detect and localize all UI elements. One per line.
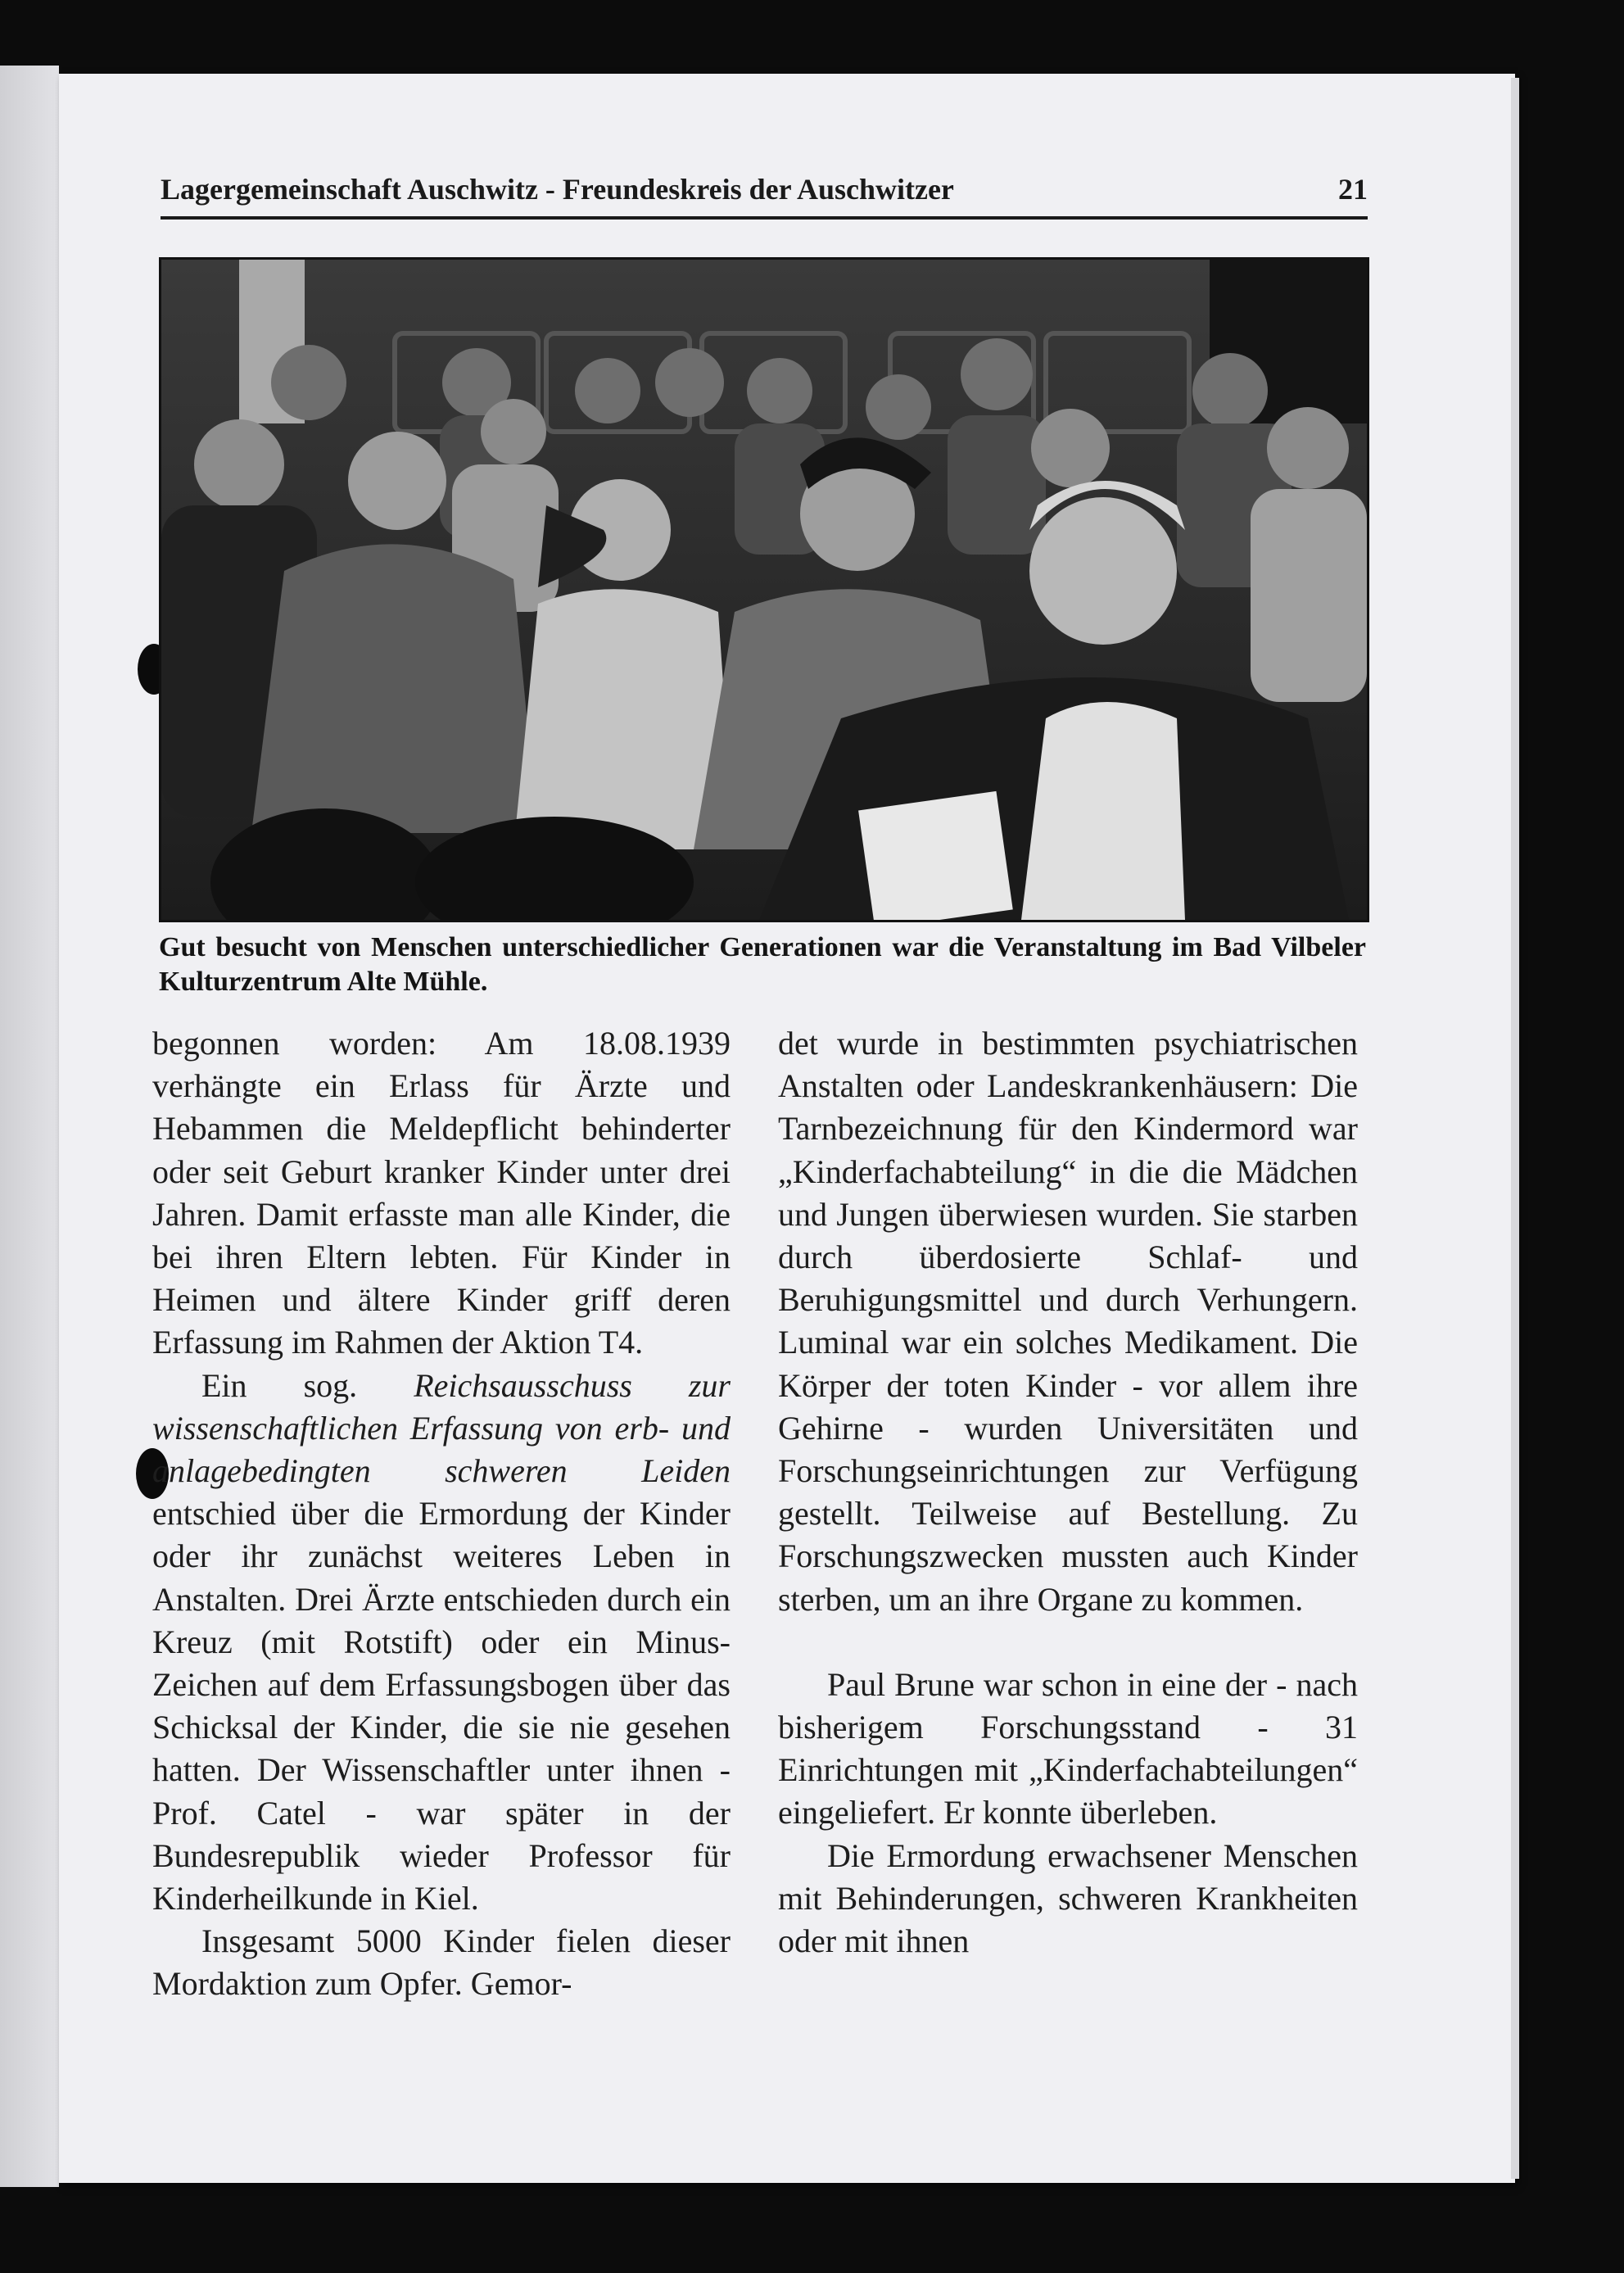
page-side-edge <box>1511 78 1519 2179</box>
left-paragraph-2 <box>152 1365 731 1921</box>
right-text-column <box>778 1022 1358 1963</box>
audience-photo <box>159 257 1369 922</box>
adjacent-page-edge <box>0 66 59 2187</box>
left-paragraph-3: Insgesamt 5000 Kinder fielen dieser Mordaktion zum Opfer. Gemor- <box>152 1922 731 2003</box>
page-number: 21 <box>1338 173 1368 206</box>
left-paragraph-2-start: Ein sog. <box>201 1366 414 1404</box>
left-paragraph-2-end: entschied über die Ermordung der Kinder oder ihr zunächst weiteres Leben in Anstalten. Drei Ärzte entschieden durch ein Kreuz (mit Rotstift) oder ein Minus-Zeichen auf dem Erfassungsbogen über das Schicksal der Kinder, die sie nie gesehen hatten. Der Wissenschaftler unter ihnen - Prof. Catel - war später in der Bundesrepublik wieder Professor für Kinderheilkunde in Kiel. <box>152 1495 731 1918</box>
publication-title: Lagergemeinschaft Auschwitz - Freundeskreis der Auschwitzer <box>161 173 954 206</box>
right-paragraph-3: Die Ermordung erwachsener Menschen mit Behinderungen, schweren Krankheiten oder mit ihnen <box>778 1836 1358 1960</box>
left-paragraph-1: begonnen worden: Am 18.08.1939 verhängte ein Erlass für Ärzte und Hebammen die Meldepflicht behinderter oder seit Geburt kranker Kinder unter drei Jahren. Damit erfasste man alle Kinder, die bei ihren Eltern lebten. Für Kinder in Heimen und ältere Kinder griff deren Erfassung im Rahmen der Aktion T4. <box>152 1025 731 1361</box>
running-header <box>161 169 1368 220</box>
photo-caption: Gut besucht von Menschen unterschiedlicher Generationen war die Veranstaltung im Bad Vilbeler Kulturzentrum Alte Mühle. <box>159 932 1366 997</box>
right-paragraph-1: det wurde in bestimmten psychiatrischen Anstalten oder Landeskrankenhäusern: Die Tarnbezeichnung für den Kindermord war „Kinderfachabteilung“ in die die Mädchen und Jungen überwiesen wurden. Sie starben durch überdosierte Schlaf- und Beruhigungsmittel und durch Verhungern. Luminal war ein solches Medikament. Die Körper der toten Kinder - vor allem ihre Gehirne - wurden Universitäten und Forschungseinrichtungen zur Verfügung gestellt. Teilweise auf Bestellung. Zu Forschungszwecken mussten auch Kinder sterben, um an ihre Organe zu kommen. <box>778 1025 1358 1618</box>
right-paragraph-2: Paul Brune war schon in eine der - nach bisherigem Forschungsstand - 31 Einrichtungen mit „Kinderfachabteilungen“ eingeliefert. Er konnte überleben. <box>778 1665 1358 1832</box>
left-text-column <box>152 1022 731 2006</box>
committee-name: Reichsausschuss zur wissenschaftlichen Erfassung von erb- und anlagebedingten schweren Leiden <box>152 1366 731 1490</box>
